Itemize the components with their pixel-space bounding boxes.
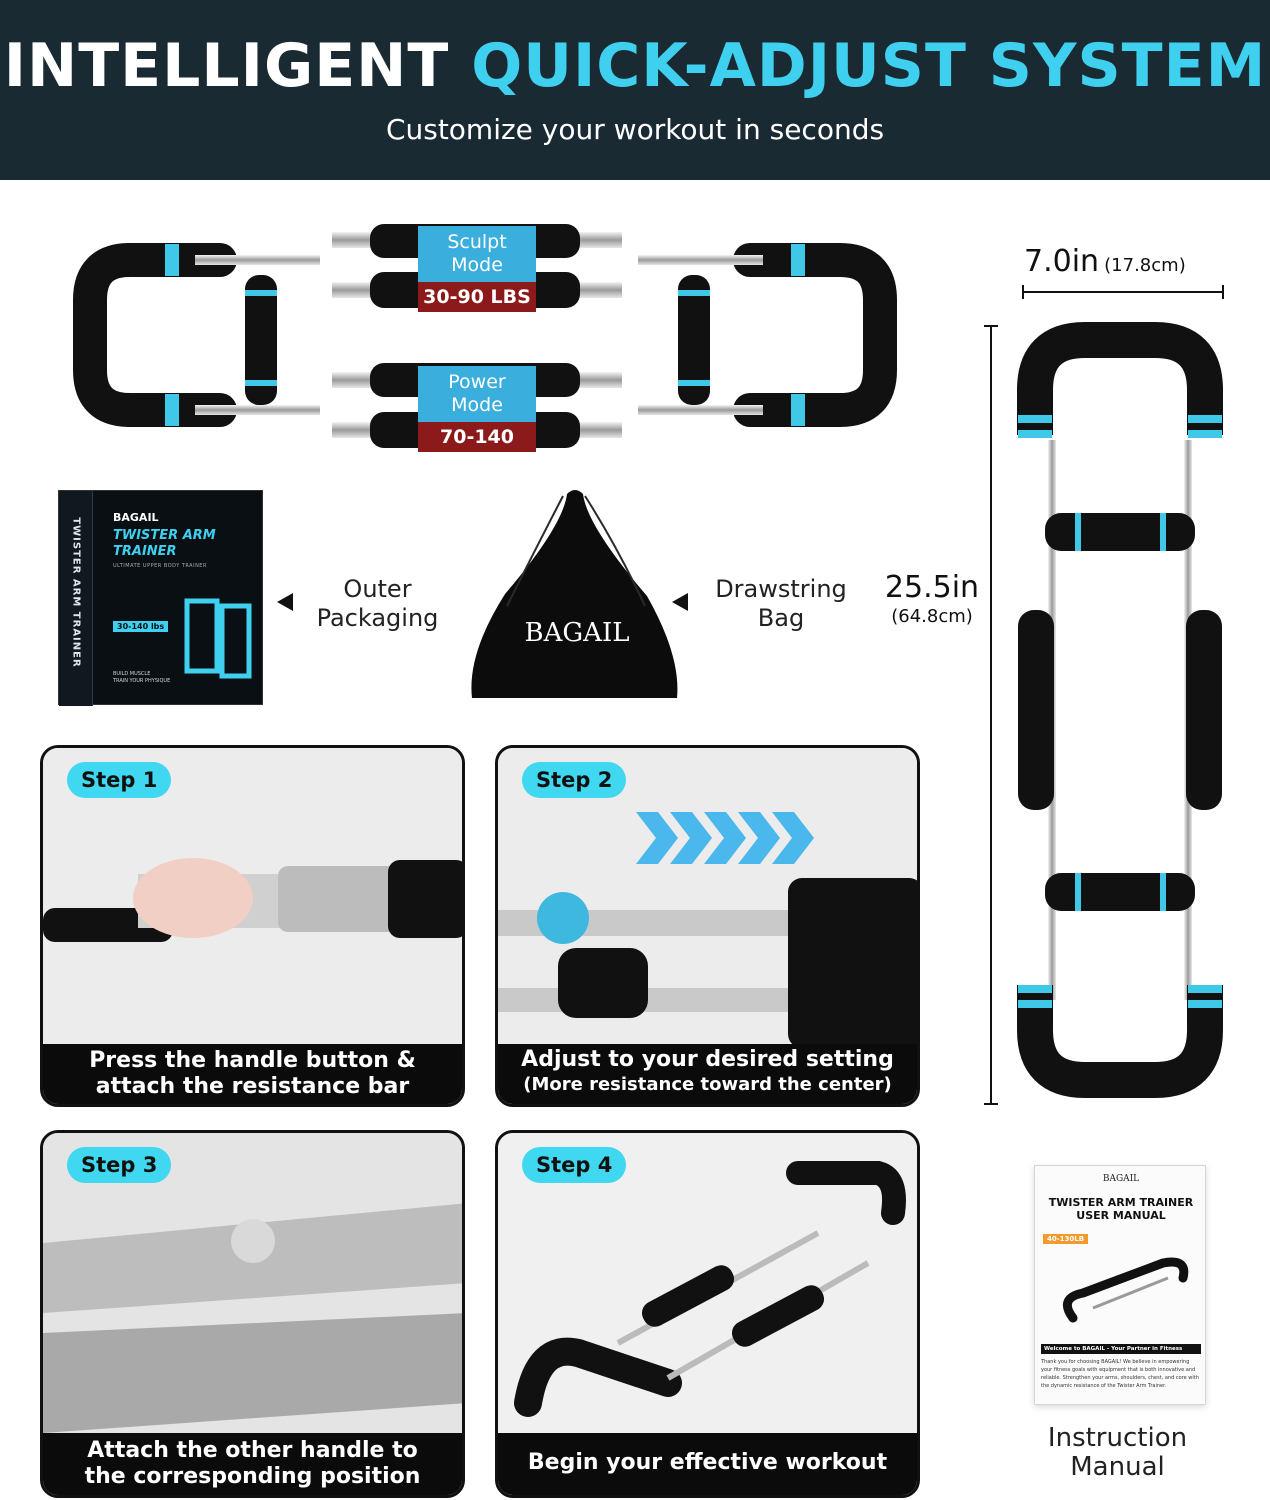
step-4-card — [495, 1130, 920, 1498]
power-mode-range: 70-140 LBS — [418, 422, 536, 452]
step-3-card — [40, 1130, 465, 1498]
step-3-caption: Attach the other handle to the corresponding position — [43, 1433, 462, 1495]
drawstring-bag-label: Drawstring Bag — [715, 575, 847, 632]
manual-badge: 40-130LB — [1043, 1234, 1088, 1244]
instruction-manual-label: Instruction Manual — [1047, 1423, 1188, 1482]
step-3-pill: Step 3 — [67, 1147, 171, 1183]
width-dimension — [1024, 244, 1186, 280]
box-badge: 30-140 lbs — [113, 621, 168, 632]
step-4-pill: Step 4 — [522, 1147, 626, 1183]
step-2-pill: Step 2 — [522, 762, 626, 798]
step-4-caption: Begin your effective workout — [498, 1433, 917, 1495]
box-subtitle: ULTIMATE UPPER BODY TRAINER — [113, 563, 207, 569]
width-cm: (17.8cm) — [1104, 255, 1186, 276]
title-white-part: INTELLIGENT — [3, 31, 450, 101]
manual-product-image — [1053, 1248, 1193, 1338]
bag-brand: BAGAIL — [524, 618, 630, 648]
width-measure-line — [1022, 291, 1224, 293]
arrow-left-icon — [672, 593, 688, 611]
instruction-manual-booklet — [1034, 1165, 1206, 1405]
sculpt-mode-label: Sculpt Mode — [418, 226, 536, 282]
right-handle-icon — [638, 244, 880, 426]
manual-brand: BAGAIL — [1102, 1174, 1140, 1184]
step-1-pill: Step 1 — [67, 762, 171, 798]
assembled-product-image — [1010, 320, 1230, 1110]
drawstring-bag-image — [467, 486, 682, 708]
page-subtitle: Customize your workout in seconds — [385, 113, 885, 146]
box-title: TWISTER ARM TRAINER — [113, 528, 216, 559]
sculpt-mode-range: 30-90 LBS — [418, 282, 536, 312]
manual-title: TWISTER ARM TRAINER USER MANUAL — [1048, 1196, 1194, 1222]
box-brand: BAGAIL — [113, 511, 159, 524]
arrow-left-icon — [277, 593, 293, 611]
height-measure-line — [990, 325, 992, 1105]
step-2-caption-bar — [498, 1044, 917, 1104]
manual-welcome: Welcome to BAGAIL - Your Partner in Fitness — [1041, 1344, 1201, 1354]
height-in: 25.5in — [884, 570, 980, 605]
step-1-caption: Press the handle button & attach the resistance bar — [43, 1044, 462, 1104]
step-2-caption: Adjust to your desired setting — [521, 1047, 894, 1072]
height-dimension — [882, 570, 982, 627]
box-product-image — [177, 591, 257, 681]
box-side-text: TWISTER ARM TRAINER — [70, 517, 82, 668]
left-handle-icon — [90, 244, 320, 426]
height-cm: (64.8cm) — [891, 606, 973, 627]
page-title — [0, 30, 1270, 102]
width-in: 7.0in — [1024, 244, 1100, 279]
title-cyan-part: QUICK-ADJUST SYSTEM — [471, 31, 1267, 101]
outer-packaging-box — [58, 490, 263, 705]
outer-packaging-label: Outer Packaging — [316, 575, 439, 632]
step-2-card — [495, 745, 920, 1107]
box-tagline: BUILD MUSCLE TRAIN YOUR PHYSIQUE — [113, 671, 171, 684]
power-mode-label: Power Mode — [418, 366, 536, 422]
step-2-note: (More resistance toward the center) — [523, 1074, 892, 1095]
manual-body: Thank you for choosing BAGAIL! We believe in empowering your fitness goals with equipment that is both innovative and reliable. Strengthen your arms, shoulders, chest, and core with the dynamic resistance of the Twister Arm Trainer. — [1041, 1359, 1199, 1389]
step-1-card — [40, 745, 465, 1107]
